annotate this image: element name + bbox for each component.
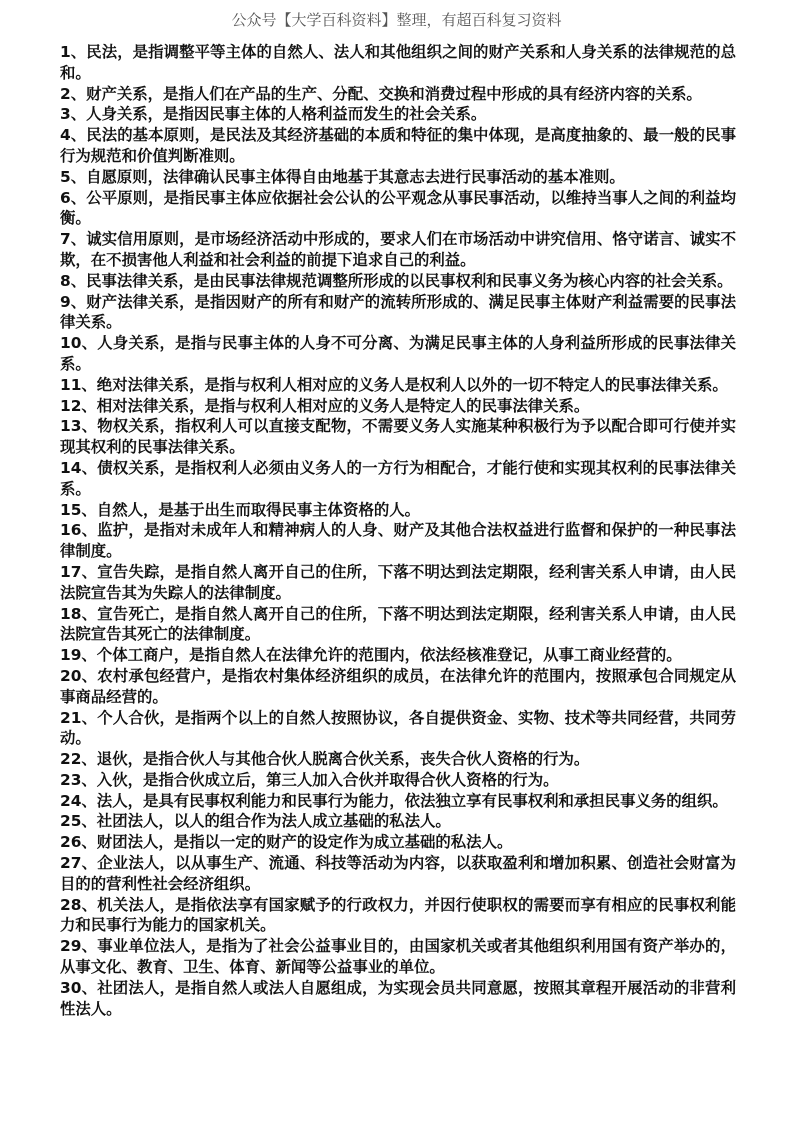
definition-item: 14、债权关系，是指权利人必须由义务人的一方行为相配合，才能行使和实现其权利的民事法律关系。 [60, 458, 736, 498]
definition-item: 25、社团法人，以人的组合作为法人成立基础的私法人。 [60, 812, 451, 831]
definition-item: 30、社团法人，是指自然人或法人自愿组成，为实现会员共同意愿，按照其章程开展活动的非营利性法人。 [60, 978, 736, 1018]
definition-item: 4、民法的基本原则，是民法及其经济基础的本质和特征的集中体现，是高度抽象的、最一般的民事行为规范和价值判断准则。 [60, 126, 736, 165]
definition-item: 20、农村承包经营户，是指农村集体经济组织的成员，在法律允许的范围内，按照承包合同规定从事商品经营的。 [60, 666, 736, 706]
definition-item: 19、个体工商户，是指自然人在法律允许的范围内，依法经核准登记，从事工商业经营的。 [60, 646, 682, 665]
definition-item: 1、民法，是指调整平等主体的自然人、法人和其他组织之间的财产关系和人身关系的法律规范的总和。 [60, 43, 736, 82]
definition-item: 28、机关法人，是指依法享有国家赋予的行政权力，并因行使职权的需要而享有相应的民事权利能力和民事行为能力的国家机关。 [60, 895, 736, 935]
definition-item: 21、个人合伙，是指两个以上的自然人按照协议，各自提供资金、实物、技术等共同经营，共同劳动。 [60, 708, 736, 748]
page-header: 公众号【大学百科资料】整理，有超百科复习资料 [231, 11, 562, 29]
definition-item: 3、人身关系，是指因民事主体的人格利益而发生的社会关系。 [60, 105, 487, 124]
definition-list [60, 42, 736, 1019]
definition-item: 5、自愿原则，法律确认民事主体得自由地基于其意志去进行民事活动的基本准则。 [60, 167, 625, 186]
definition-item: 13、物权关系，指权利人可以直接支配物，不需要义务人实施某种积极行为予以配合即可行使并实现其权利的民事法律关系。 [60, 417, 736, 457]
definition-item: 11、绝对法律关系，是指与权利人相对应的义务人是权利人以外的一切不特定人的民事法律关系。 [60, 375, 728, 394]
definition-item: 27、企业法人，以从事生产、流通、科技等活动为内容，以获取盈利和增加积累、创造社会财富为目的的营利性社会经济组织。 [60, 854, 736, 893]
definition-item: 23、入伙，是指合伙成立后，第三人加入合伙并取得合伙人资格的行为。 [60, 770, 559, 789]
definition-item: 9、财产法律关系，是指因财产的所有和财产的流转所形成的、满足民事主体财产利益需要的民事法律关系。 [60, 292, 736, 332]
definition-item: 24、法人，是具有民事权利能力和民事行为能力，依法独立享有民事权利和承担民事义务的组织。 [60, 791, 728, 810]
definition-item: 10、人身关系，是指与民事主体的人身不可分离、为满足民事主体的人身利益所形成的民事法律关系。 [60, 334, 736, 373]
definition-item: 29、事业单位法人，是指为了社会公益事业目的，由国家机关或者其他组织利用国有资产举办的，从事文化、教育、卫生、体育、新闻等公益事业的单位。 [60, 937, 736, 977]
definition-item: 22、退伙，是指合伙人与其他合伙人脱离合伙关系，丧失合伙人资格的行为。 [60, 750, 590, 769]
definition-item: 17、宣告失踪，是指自然人离开自己的住所，下落不明达到法定期限，经利害关系人申请，由人民法院宣告其为失踪人的法律制度。 [60, 562, 736, 602]
definition-item: 26、财团法人，是指以一定的财产的设定作为成立基础的私法人。 [60, 833, 513, 852]
definition-item: 2、财产关系，是指人们在产品的生产、分配、交换和消费过程中形成的具有经济内容的关系。 [60, 84, 702, 103]
definition-item: 12、相对法律关系，是指与权利人相对应的义务人是特定人的民事法律关系。 [60, 396, 590, 415]
definition-item: 7、诚实信用原则，是市场经济活动中形成的，要求人们在市场活动中讲究信用、恪守诺言、诚实不欺，在不损害他人利益和社会利益的前提下追求自己的利益。 [60, 230, 736, 269]
definition-item: 18、宣告死亡，是指自然人离开自己的住所，下落不明达到法定期限，经利害关系人申请，由人民法院宣告其死亡的法律制度。 [60, 604, 736, 644]
definition-item: 6、公平原则，是指民事主体应依据社会公认的公平观念从事民事活动，以维持当事人之间的利益均衡。 [60, 188, 736, 228]
definition-item: 8、民事法律关系，是由民事法律规范调整所形成的以民事权利和民事义务为核心内容的社会关系。 [60, 271, 733, 290]
definition-item: 16、监护，是指对未成年人和精神病人的人身、财产及其他合法权益进行监督和保护的一种民事法律制度。 [60, 521, 736, 561]
definition-item: 15、自然人，是基于出生而取得民事主体资格的人。 [60, 500, 421, 519]
